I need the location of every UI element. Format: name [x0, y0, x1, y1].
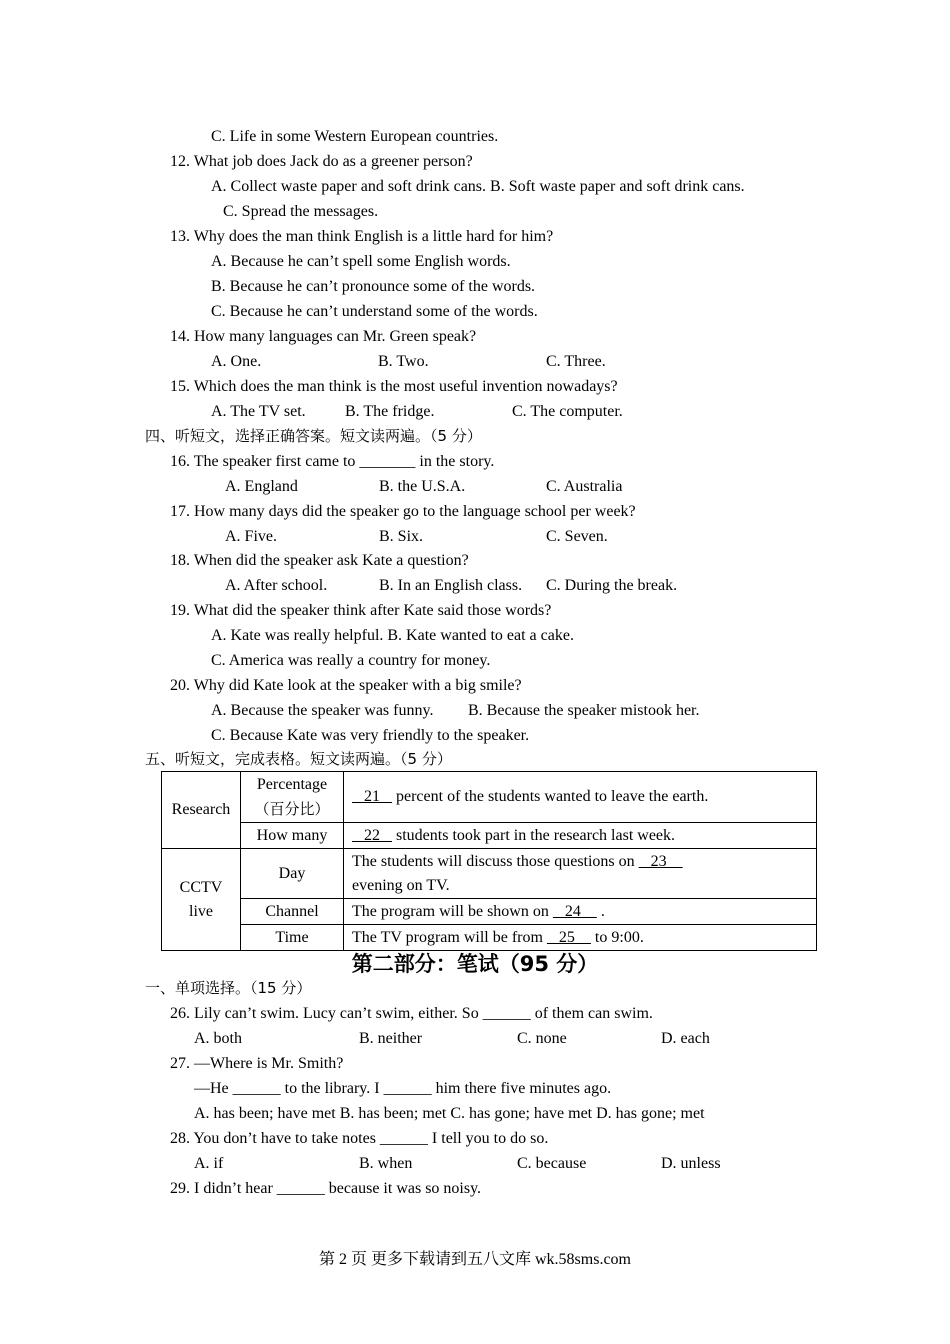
q28-option-a: A. if: [194, 1155, 224, 1172]
q12-option-c: C. Spread the messages.: [223, 203, 379, 220]
q26-option-b: B. neither: [359, 1030, 423, 1047]
q28-option-d: D. unless: [661, 1155, 721, 1172]
q13-option-b: B. Because he can’t pronounce some of the words.: [211, 278, 536, 295]
question-26: 26. Lily can’t swim. Lucy can’t swim, either. So ______ of them can swim.: [170, 1005, 653, 1022]
q18-option-a: A. After school.: [225, 577, 328, 594]
research-label: Research: [171, 801, 231, 818]
q28-option-c: C. because: [517, 1155, 587, 1172]
how-many-label: How many: [256, 826, 328, 844]
q16-option-b: B. the U.S.A.: [379, 478, 466, 495]
blank-21[interactable]: 21: [352, 788, 392, 805]
research-header-cell: [162, 772, 241, 849]
question-27-response: —He ______ to the library. I ______ him there five minutes ago.: [194, 1080, 612, 1097]
q15-option-b: B. The fridge.: [345, 403, 435, 420]
question-16: 16. The speaker first came to _______ in the story.: [170, 453, 495, 470]
section-1-heading: 一、单项选择。（15 分）: [145, 979, 312, 997]
question-17: 17. How many days did the speaker go to the language school per week?: [170, 503, 636, 520]
q19-option-c: C. America was really a country for money.: [211, 652, 491, 669]
q28-option-b: B. when: [359, 1155, 413, 1172]
q12-options-ab: A. Collect waste paper and soft drink cans. B. Soft waste paper and soft drink cans.: [211, 178, 745, 195]
blank-24[interactable]: 24: [552, 902, 597, 920]
percentage-cn-label: （百分比）: [254, 800, 330, 818]
question-27: 27. —Where is Mr. Smith?: [170, 1055, 344, 1072]
q26-option-a: A. both: [194, 1030, 242, 1047]
question-29: 29. I didn’t hear ______ because it was so noisy.: [170, 1180, 482, 1197]
q13-option-a: A. Because he can’t spell some English words.: [211, 253, 511, 270]
q17-option-c: C. Seven.: [546, 528, 608, 545]
row-25-text-b: to 9:00.: [590, 928, 644, 946]
q14-option-b: B. Two.: [378, 353, 429, 370]
row-23-text-a: The students will discuss those questions on: [352, 852, 639, 870]
q17-option-a: A. Five.: [225, 528, 277, 545]
q16-option-c: C. Australia: [546, 478, 623, 495]
row-24-cell: [344, 899, 817, 925]
row-25-text-a: The TV program will be from: [352, 928, 547, 946]
q15-option-a: A. The TV set.: [211, 403, 306, 420]
q26-option-d: D. each: [661, 1030, 710, 1047]
day-label: Day: [278, 864, 306, 882]
q16-option-a: A. England: [225, 478, 298, 495]
percentage-label-cell: [241, 772, 344, 823]
cctv-header-cell: [162, 849, 241, 951]
time-cell: [241, 925, 344, 951]
blank-23[interactable]: 23: [638, 852, 683, 870]
q11-option-c: C. Life in some Western European countries.: [211, 128, 499, 145]
row-25-cell: [344, 925, 817, 951]
question-13: 13. Why does the man think English is a little hard for him?: [170, 228, 554, 245]
question-14: 14. How many languages can Mr. Green speak?: [170, 328, 477, 345]
page-footer: 第 2 页 更多下载请到五八文库 wk.58sms.com: [318, 1251, 631, 1268]
channel-label: Channel: [265, 902, 319, 920]
live-label: live: [189, 902, 213, 920]
q20-option-a: A. Because the speaker was funny.: [211, 702, 434, 719]
blank-22[interactable]: 22: [352, 826, 392, 844]
row-22-text: students took part in the research last week.: [392, 826, 676, 844]
question-19: 19. What did the speaker think after Kate said those words?: [170, 602, 552, 619]
section-4-heading: 四、听短文，选择正确答案。短文读两遍。（5 分）: [145, 427, 482, 445]
listening-table: [161, 771, 817, 951]
section-5-heading: 五、听短文，完成表格。短文读两遍。（5 分）: [145, 750, 452, 768]
q27-options: A. has been; have met B. has been; met C. has gone; have met D. has gone; met: [194, 1105, 705, 1122]
day-cell: [241, 849, 344, 899]
row-21-text: percent of the students wanted to leave the earth.: [392, 788, 709, 805]
row-23-cell: [344, 849, 817, 899]
question-20: 20. Why did Kate look at the speaker with a big smile?: [170, 677, 522, 694]
q26-option-c: C. none: [517, 1030, 567, 1047]
q13-option-c: C. Because he can’t understand some of the words.: [211, 303, 538, 320]
row-23-text-b: evening on TV.: [352, 876, 450, 894]
q14-option-c: C. Three.: [546, 353, 606, 370]
q17-option-b: B. Six.: [379, 528, 424, 545]
row-24-text-b: .: [596, 902, 605, 920]
q18-option-c: C. During the break.: [546, 577, 678, 594]
q20-option-b: B. Because the speaker mistook her.: [468, 702, 700, 719]
q18-option-b: B. In an English class.: [379, 577, 523, 594]
how-many-cell: [241, 823, 344, 849]
cctv-label: CCTV: [179, 878, 223, 896]
blank-25[interactable]: 25: [546, 928, 591, 946]
question-18: 18. When did the speaker ask Kate a question?: [170, 552, 469, 569]
row-21-cell: [344, 772, 817, 823]
channel-cell: [241, 899, 344, 925]
question-28: 28. You don’t have to take notes ______ I tell you to do so.: [170, 1130, 549, 1147]
time-label: Time: [275, 928, 309, 946]
row-24-text-a: The program will be shown on: [352, 902, 553, 920]
q20-option-c: C. Because Kate was very friendly to the speaker.: [211, 727, 530, 744]
part-2-title: 第二部分：笔试（95 分）: [351, 952, 599, 976]
q14-option-a: A. One.: [211, 353, 262, 370]
q19-options-ab: A. Kate was really helpful. B. Kate wanted to eat a cake.: [211, 627, 574, 644]
q15-option-c: C. The computer.: [512, 403, 623, 420]
question-12: 12. What job does Jack do as a greener person?: [170, 153, 473, 170]
row-22-cell: [344, 823, 817, 849]
percentage-label: Percentage: [256, 776, 328, 793]
question-15: 15. Which does the man think is the most useful invention nowadays?: [170, 378, 618, 395]
